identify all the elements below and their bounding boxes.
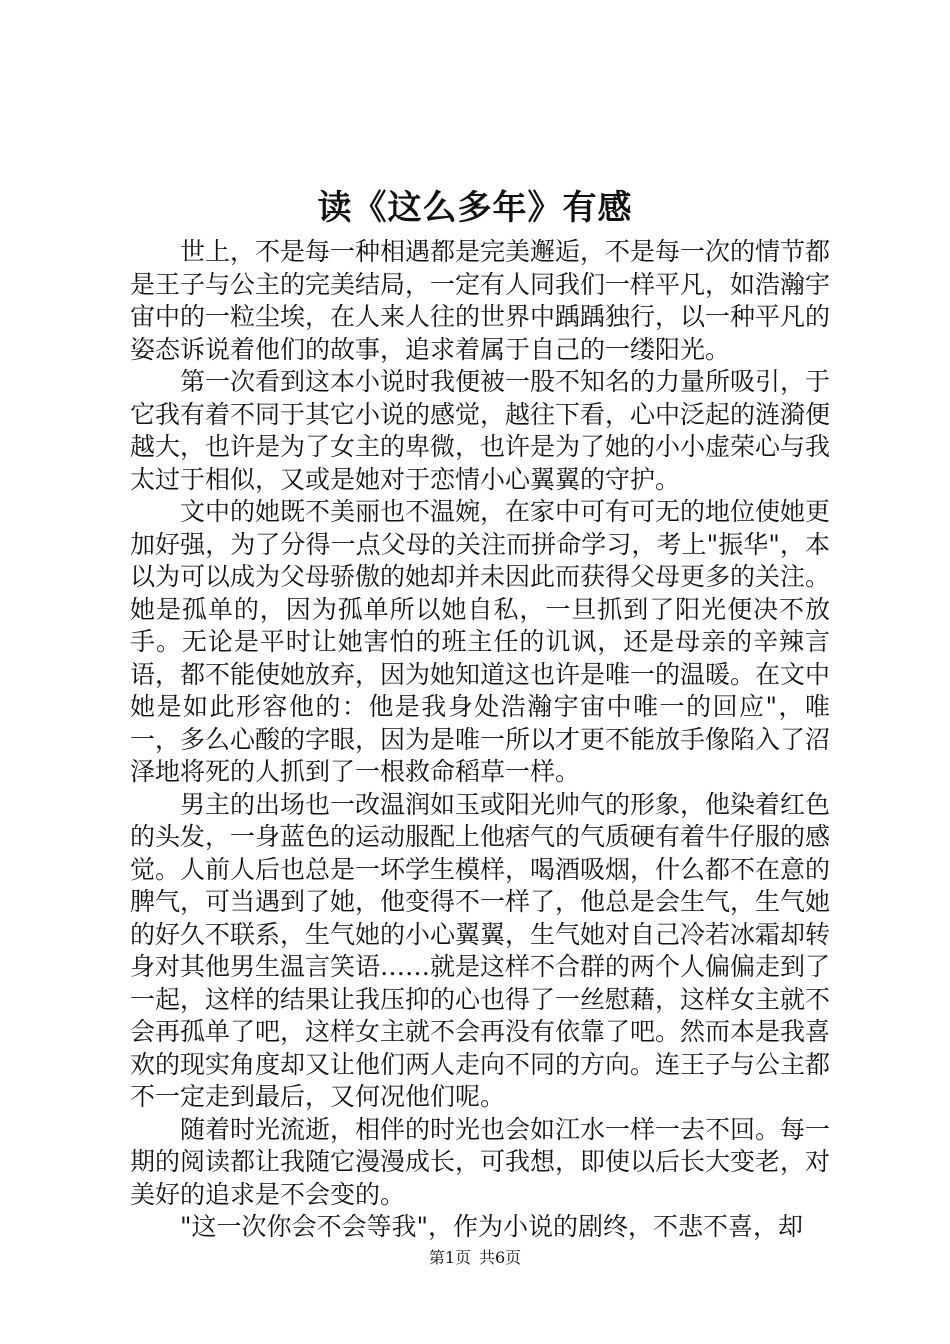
paragraph: 随着时光流逝，相伴的时光也会如江水一样一去不回。每一期的阅读都让我随它漫漫成长，可我想，即使以后长大变老，对美好的追求是不会变的。 (130, 1114, 831, 1209)
document-body (130, 236, 830, 1244)
paragraph: 男主的出场也一改温润如玉或阳光帅气的形象，他染着红色的头发，一身蓝色的运动服配上他痞气的气质硬有着牛仔服的感觉。人前人后也总是一坏学生模样，喝酒吸烟，什么都不在意的脾气，可当遇到了她，他变得不一样了，他总是会生气，生气她的好久不联系，生气她的小心翼翼，生气她对自己冷若冰霜却转身对其他男生温言笑语……就是这样不合群的两个人偏偏走到了一起，这样的结果让我压抑的心也得了一丝慰藉，这样女主就不会再孤单了吧，这样女主就不会再没有依靠了吧。然而本是我喜欢的现实角度却又让他们两人走向不同的方向。连王子与公主都不一定走到最后，又何况他们呢。 (130, 789, 831, 1111)
paragraph: 世上，不是每一种相遇都是完美邂逅，不是每一次的情节都是王子与公主的完美结局，一定有人同我们一样平凡，如浩瀚宇宙中的一粒尘埃，在人来人往的世界中踽踽独行，以一种平凡的姿态诉说着他们的故事，追求着属于自己的一缕阳光。 (130, 237, 831, 364)
page-number-total: 共6页 (479, 1248, 522, 1267)
paragraph: 第一次看到这本小说时我便被一股不知名的力量所吸引，于它我有着不同于其它小说的感觉，越往下看，心中泛起的涟漪便越大，也许是为了女主的卑微，也许是为了她的小小虚荣心与我太过于相似，又或是她对于恋情小心翼翼的守护。 (130, 367, 831, 494)
page-footer (0, 1246, 950, 1270)
document-title: 读《这么多年》有感 (317, 188, 633, 228)
page-number-current: 第1页 (428, 1248, 471, 1267)
paragraph: 文中的她既不美丽也不温婉，在家中可有可无的地位使她更加好强，为了分得一点父母的关注而拼命学习，考上"振华"，本以为可以成为父母骄傲的她却并未因此而获得父母更多的关注。她是孤单的，因为孤单所以她自私，一旦抓到了阳光便决不放手。无论是平时让她害怕的班主任的讥讽，还是母亲的辛辣言语，都不能使她放弃，因为她知道这也许是唯一的温暖。在文中她是如此形容他的：他是我身处浩瀚宇宙中唯一的回应"，唯一，多么心酸的字眼，因为是唯一所以才更不能放手像陷入了沼泽地将死的人抓到了一根救命稻草一样。 (130, 497, 831, 786)
paragraph: "这一次你会不会等我"，作为小说的剧终，不悲不喜，却 (180, 1212, 804, 1241)
